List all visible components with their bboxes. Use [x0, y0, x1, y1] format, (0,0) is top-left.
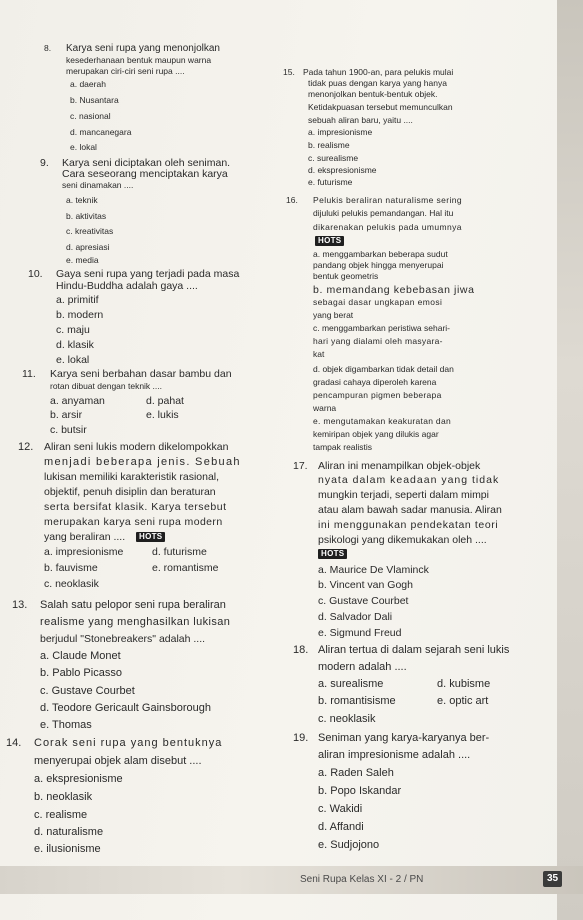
option: gradasi cahaya diperoleh karena — [313, 377, 437, 387]
question-number: 8. — [44, 43, 52, 53]
option: e. Sigmund Freud — [318, 627, 402, 639]
question-number: 9. — [40, 157, 49, 169]
option: kemiripan objek yang dilukis agar — [313, 429, 439, 439]
option: d. naturalisme — [34, 826, 104, 838]
question-text: psikologi yang dikemukakan oleh .... — [318, 534, 487, 546]
question-text: yang beraliran .... — [44, 531, 126, 543]
question-number: 17. — [293, 460, 308, 472]
question-text: Gaya seni rupa yang terjadi pada masa — [56, 268, 240, 280]
question-number: 13. — [12, 599, 28, 611]
question-text: modern adalah .... — [318, 661, 407, 673]
option: d. ekspresionisme — [308, 165, 377, 175]
question-text: serta bersifat klasik. Karya tersebut — [44, 501, 227, 513]
option: a. daerah — [70, 79, 106, 89]
option: b. Popo Iskandar — [318, 785, 402, 797]
question-text: Karya seni rupa yang menonjolkan — [66, 43, 220, 54]
question-text: lukisan memiliki karakteristik rasional, — [44, 471, 220, 483]
option: c. maju — [56, 324, 90, 336]
option: a. teknik — [66, 195, 98, 205]
question-text: nyata dalam keadaan yang tidak — [318, 474, 500, 486]
question-number: 12. — [18, 441, 34, 453]
option: pencampuran pigmen beberapa — [313, 390, 442, 400]
footer-text: Seni Rupa Kelas XI - 2 / PN — [300, 874, 424, 885]
question-text: sebuah aliran baru, yaitu .... — [308, 115, 413, 125]
question-text: Karya seni diciptakan oleh seniman. — [62, 157, 231, 169]
option: d. mancanegara — [70, 127, 132, 137]
question-text: ini menggunakan pendekatan teori — [318, 519, 499, 531]
option: e. romantisme — [152, 562, 219, 574]
option: hari yang dialami oleh masyara- — [313, 336, 443, 346]
option: c. Gustave Courbet — [318, 595, 409, 607]
option: sebagai dasar ungkapan emosi — [313, 297, 443, 307]
option: a. primitif — [56, 294, 99, 306]
option: c. nasional — [70, 111, 111, 121]
option: b. realisme — [308, 140, 350, 150]
question-text: aliran impresionisme adalah .... — [318, 749, 471, 761]
question-text: menyerupai objek alam disebut .... — [34, 755, 202, 767]
question-text: Pelukis beraliran naturalisme sering — [313, 195, 463, 205]
option: a. menggambarkan beberapa sudut — [313, 249, 448, 259]
question-text: realisme yang menghasilkan lukisan — [40, 616, 231, 628]
question-text: Seniman yang karya-karyanya ber- — [318, 732, 490, 744]
option: e. lukis — [146, 409, 179, 421]
question-text: menonjolkan bentuk-bentuk objek. — [308, 89, 438, 99]
question-text: seni dinamakan .... — [62, 180, 134, 190]
question-number: 19. — [293, 732, 309, 744]
question-text: Aliran ini menampilkan objek-objek — [318, 460, 481, 472]
question-number: 11. — [22, 368, 36, 380]
option: b. aktivitas — [66, 211, 107, 221]
option: c. butsir — [50, 424, 87, 436]
option: d. klasik — [56, 339, 94, 351]
option: a. impresionisme — [44, 546, 124, 558]
option: c. surealisme — [308, 153, 359, 163]
option: b. neoklasik — [34, 791, 93, 803]
option: a. Claude Monet — [40, 650, 121, 662]
option: d. Teodore Gericault Gainsborough — [40, 702, 212, 714]
option: warna — [313, 403, 337, 413]
option: a. ekspresionisme — [34, 773, 123, 785]
question-text: tidak puas dengan karya yang hanya — [308, 78, 447, 88]
option: c. Gustave Courbet — [40, 685, 135, 697]
question-text: Aliran tertua di dalam sejarah seni lukis — [318, 644, 510, 656]
option: e. optic art — [437, 695, 489, 707]
question-text: menjadi beberapa jenis. Sebuah — [44, 456, 241, 468]
option: e. Sudjojono — [318, 839, 380, 851]
option: a. anyaman — [50, 395, 105, 407]
option: d. futurisme — [152, 546, 207, 558]
option: e. mengutamakan keakuratan dan — [313, 416, 452, 426]
option: d. Affandi — [318, 821, 364, 833]
question-text: Salah satu pelopor seni rupa beraliran — [40, 599, 226, 611]
question-text: dijuluki pelukis pemandangan. Hal itu — [313, 208, 454, 218]
question-number: 15. — [283, 67, 295, 77]
option: b. Vincent van Gogh — [318, 579, 413, 591]
question-text: kesederhanaan bentuk maupun warna — [66, 55, 212, 65]
option: c. kreativitas — [66, 226, 114, 236]
footer-bar — [0, 866, 583, 894]
question-text: Pada tahun 1900-an, para pelukis mulai — [303, 67, 454, 77]
option: kat — [313, 349, 325, 359]
option: c. realisme — [34, 809, 88, 821]
question-text: Cara seseorang menciptakan karya — [62, 168, 228, 180]
option: c. menggambarkan peristiwa sehari- — [313, 323, 451, 333]
option: d. pahat — [146, 395, 184, 407]
question-number: 10. — [28, 268, 43, 280]
option: yang berat — [313, 310, 354, 320]
question-text: objektif, penuh disiplin dan beraturan — [44, 486, 216, 498]
option: b. fauvisme — [44, 562, 98, 574]
option: c. neoklasik — [318, 713, 376, 725]
option: b. modern — [56, 309, 104, 321]
option: c. Wakidi — [318, 803, 363, 815]
question-text: dikarenakan pelukis pada umumnya — [313, 222, 462, 232]
page-number: 35 — [543, 871, 562, 887]
hots-badge: HOTS — [136, 532, 165, 542]
option: bentuk geometris — [313, 271, 379, 281]
option: a. surealisme — [318, 678, 384, 690]
question-text: merupakan karya seni rupa modern — [44, 516, 223, 528]
option: e. ilusionisme — [34, 843, 101, 855]
question-text: berjudul "Stonebreakers" adalah .... — [40, 633, 206, 645]
option: b. memandang kebebasan jiwa — [313, 284, 475, 296]
question-text: Aliran seni lukis modern dikelompokkan — [44, 441, 229, 453]
option: e. Thomas — [40, 719, 92, 731]
option: tampak realistis — [313, 442, 373, 452]
hots-badge: HOTS — [318, 549, 347, 559]
question-text: Corak seni rupa yang bentuknya — [34, 737, 223, 749]
option: b. arsir — [50, 409, 83, 421]
option: d. objek digambarkan tidak detail dan — [313, 364, 454, 374]
option: b. Nusantara — [70, 95, 119, 105]
option: e. futurisme — [308, 177, 353, 187]
option: b. romantisisme — [318, 695, 396, 707]
question-text: Karya seni berbahan dasar bambu dan — [50, 368, 232, 380]
option: pandang objek hingga menyerupai — [313, 260, 444, 270]
question-number: 14. — [6, 737, 22, 749]
option: d. kubisme — [437, 678, 491, 690]
question-text: atau alam bawah sadar manusia. Aliran — [318, 504, 502, 516]
question-text: Hindu-Buddha adalah gaya .... — [56, 280, 198, 292]
option: a. Maurice De Vlaminck — [318, 564, 429, 576]
question-text: rotan dibuat dengan teknik .... — [50, 381, 162, 391]
option: c. neoklasik — [44, 578, 99, 590]
option: d. apresiasi — [66, 242, 110, 252]
option: b. Pablo Picasso — [40, 667, 122, 679]
option: d. Salvador Dali — [318, 611, 393, 623]
question-number: 18. — [293, 644, 309, 656]
question-text: Ketidakpuasan tersebut memunculkan — [308, 102, 453, 112]
question-text: merupakan ciri-ciri seni rupa .... — [66, 66, 185, 76]
option: a. Raden Saleh — [318, 767, 394, 779]
option: e. media — [66, 255, 99, 265]
question-number: 16. — [286, 195, 298, 205]
option: e. lokal — [70, 142, 97, 152]
option: a. impresionisme — [308, 127, 373, 137]
option: e. lokal — [56, 354, 90, 366]
question-text: mungkin terjadi, seperti dalam mimpi — [318, 489, 489, 501]
hots-badge: HOTS — [315, 236, 344, 246]
